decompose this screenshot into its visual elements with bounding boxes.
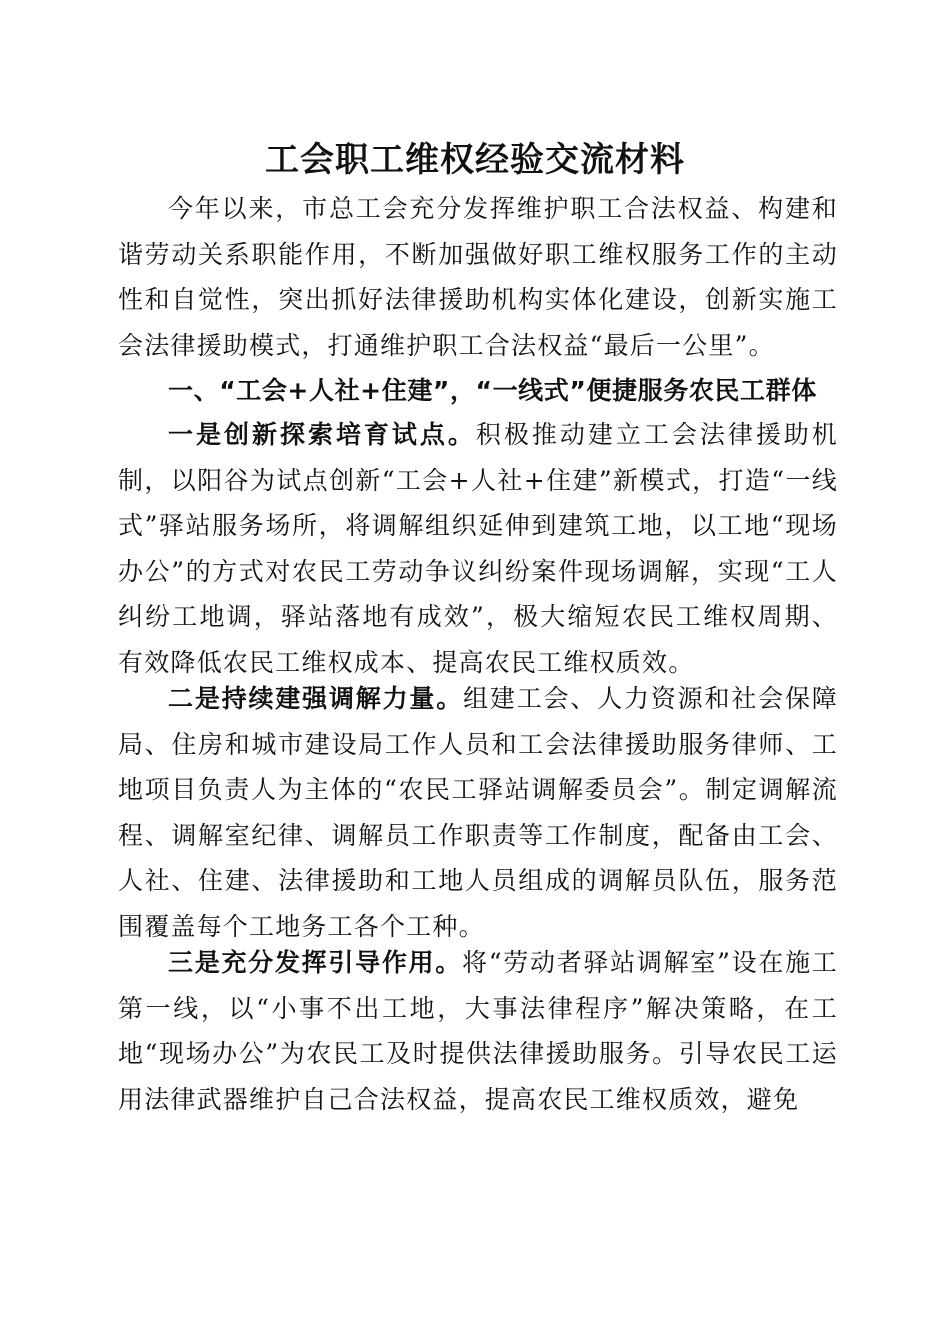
intro-paragraph: 今年以来，市总工会充分发挥维护职工合法权益、构建和谐劳动关系职能作用，不断加强做好职工维权服务工作的主动性和自觉性，突出抓好法律援助机构实体化建设，创新实施工会法律援助模式，打通维护职工合法权益“最后一公里”。: [118, 194, 838, 360]
paragraph-2-lead: 二是持续建强调解力量。: [168, 684, 464, 713]
section-one-paragraph-3: [118, 940, 838, 1122]
paragraph-1-body: 积极推动建立工会法律援助机制，以阳谷为试点创新“工会+人社+住建”新模式，打造“一线式”驿站服务场所，将调解组织延伸到建筑工地，以工地“现场办公”的方式对农民工劳动争议纠纷案件现场调解，实现“工人纠纷工地调，驿站落地有成效”，极大缩短农民工维权周期、有效降低农民工维权成本、提高农民工维权质效。: [118, 420, 838, 677]
section-one-paragraph-2: [118, 676, 838, 950]
section-one-heading: 一、“工会+人社+住建”，“一线式”便捷服务农民工群体: [168, 376, 817, 405]
paragraph-1-lead: 一是创新探索培育试点。: [168, 420, 476, 449]
paragraph-3-body: 将“劳动者驿站调解室”设在施工第一线，以“小事不出工地，大事法律程序”解决策略，在工地“现场办公”为农民工及时提供法律援助服务。引导农民工运用法律武器维护自己合法权益，提高农民工维权质效，避免: [118, 948, 838, 1114]
document-title: 工会职工维权经验交流材料: [265, 140, 685, 180]
paragraph-3-lead: 三是充分发挥引导作用。: [168, 948, 463, 977]
paragraph-2-body: 组建工会、人力资源和社会保障局、住房和城市建设局工作人员和工会法律援助服务律师、工地项目负责人为主体的“农民工驿站调解委员会”。制定调解流程、调解室纪律、调解员工作职责等工作制度，配备由工会、人社、住建、法律援助和工地人员组成的调解员队伍，服务范围覆盖每个工地务工各个工种。: [118, 684, 838, 941]
section-one-paragraph-1: [118, 412, 838, 686]
